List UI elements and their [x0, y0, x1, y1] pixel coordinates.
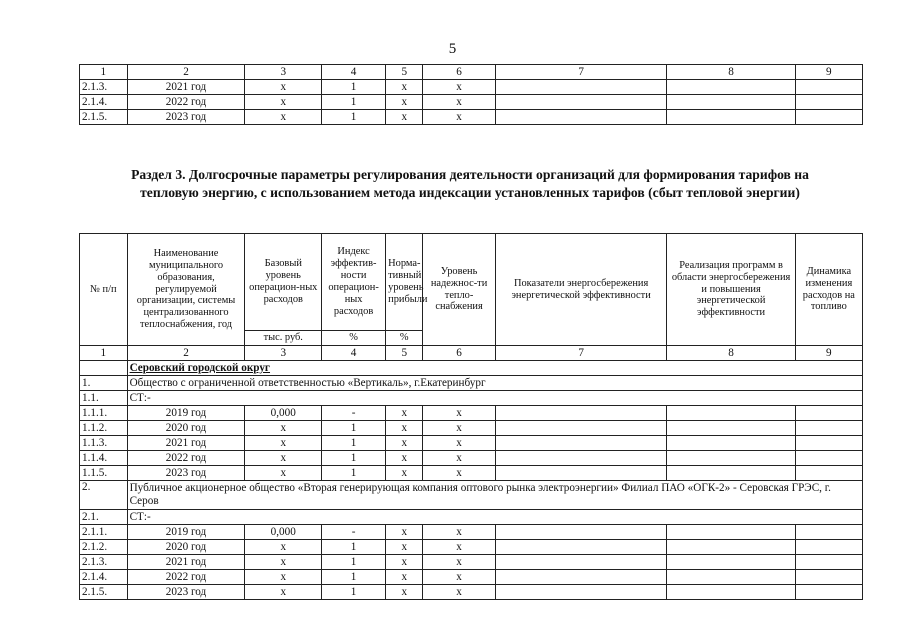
page-number: 5 [448, 41, 457, 57]
empty-cell [80, 361, 128, 376]
table-row [80, 406, 863, 421]
org-number: 1. [80, 376, 128, 391]
table-row [80, 570, 863, 585]
reliability-cell: х [423, 540, 495, 555]
row-number: 1.1.3. [80, 436, 128, 451]
header-fuel: Динамика изменения расходов на топливо [795, 234, 862, 346]
org-row [80, 376, 863, 391]
unit-base: тыс. руб. [245, 331, 322, 346]
base-cell: х [245, 95, 322, 110]
year-cell: 2022 год [127, 570, 245, 585]
system-number: 1.1. [80, 391, 128, 406]
header-reliability: Уровень надежнос-ти тепло-снабжения [423, 234, 495, 346]
row-number: 2.1.4. [80, 95, 128, 110]
empty-cell [495, 421, 667, 436]
base-cell: х [245, 421, 322, 436]
row-number: 2.1.5. [80, 110, 128, 125]
empty-cell [667, 436, 795, 451]
table-row [80, 421, 863, 436]
index-cell: 1 [322, 466, 386, 481]
index-cell: 1 [322, 540, 386, 555]
empty-cell [667, 585, 795, 600]
area-name-text: Серовский городской округ [129, 361, 271, 374]
reliability-cell: х [423, 95, 495, 110]
empty-cell [667, 555, 795, 570]
empty-cell [495, 555, 667, 570]
col-num: 6 [423, 65, 495, 80]
empty-cell [667, 525, 795, 540]
section-title [70, 166, 870, 202]
norm-cell: х [386, 466, 423, 481]
header-name: Наименование муниципального образования, регулируемой организации, системы централизованного теплоснабжения, год [127, 234, 245, 346]
col-num: 7 [495, 346, 667, 361]
empty-cell [795, 555, 862, 570]
index-cell: - [322, 406, 386, 421]
base-cell: х [245, 570, 322, 585]
empty-cell [495, 95, 667, 110]
norm-cell: х [386, 110, 423, 125]
reliability-cell: х [423, 466, 495, 481]
continuation-table [79, 64, 863, 125]
row-number: 2.1.1. [80, 525, 128, 540]
reliability-cell: х [423, 80, 495, 95]
year-cell: 2021 год [127, 80, 245, 95]
index-cell: 1 [322, 570, 386, 585]
org-name: Публичное акционерное общество «Вторая генерирующая компания оптового рынка электроэнергии» Филиал ПАО «ОГК-2» - Серовская ГРЭС, г. Серов [127, 481, 862, 510]
reliability-cell: х [423, 525, 495, 540]
table-row [80, 585, 863, 600]
row-number: 2.1.4. [80, 570, 128, 585]
system-name: СТ:- [127, 510, 862, 525]
norm-cell: х [386, 95, 423, 110]
norm-cell: х [386, 585, 423, 600]
column-number-row [80, 346, 863, 361]
section-title-line: тепловую энергию, с использованием метода индексации установленных тарифов (сбыт тепловой энергии) [140, 184, 800, 200]
col-num: 9 [795, 65, 862, 80]
empty-cell [667, 466, 795, 481]
norm-cell: х [386, 555, 423, 570]
table-row [80, 525, 863, 540]
year-cell: 2023 год [127, 466, 245, 481]
row-number: 1.1.2. [80, 421, 128, 436]
base-cell: х [245, 451, 322, 466]
col-num: 9 [795, 346, 862, 361]
table-row [80, 555, 863, 570]
table-row [80, 95, 863, 110]
row-number: 1.1.5. [80, 466, 128, 481]
index-cell: 1 [322, 95, 386, 110]
col-num: 1 [80, 65, 128, 80]
empty-cell [667, 406, 795, 421]
base-cell: х [245, 80, 322, 95]
org-number: 2. [80, 481, 128, 510]
area-name [127, 361, 862, 376]
year-cell: 2022 год [127, 451, 245, 466]
reliability-cell: х [423, 451, 495, 466]
col-num: 5 [386, 65, 423, 80]
empty-cell [795, 451, 862, 466]
header-num: № п/п [80, 234, 128, 346]
empty-cell [667, 95, 795, 110]
col-num: 1 [80, 346, 128, 361]
index-cell: 1 [322, 451, 386, 466]
empty-cell [495, 80, 667, 95]
base-cell: 0,000 [245, 406, 322, 421]
year-cell: 2023 год [127, 110, 245, 125]
empty-cell [795, 540, 862, 555]
org-row [80, 481, 863, 510]
area-row [80, 361, 863, 376]
base-cell: х [245, 436, 322, 451]
year-cell: 2020 год [127, 540, 245, 555]
reliability-cell: х [423, 406, 495, 421]
empty-cell [495, 451, 667, 466]
system-number: 2.1. [80, 510, 128, 525]
empty-cell [495, 540, 667, 555]
empty-cell [667, 451, 795, 466]
col-num: 2 [127, 346, 245, 361]
table-row [80, 466, 863, 481]
col-num: 8 [667, 65, 795, 80]
reliability-cell: х [423, 110, 495, 125]
empty-cell [795, 525, 862, 540]
index-cell: 1 [322, 110, 386, 125]
norm-cell: х [386, 80, 423, 95]
empty-cell [667, 540, 795, 555]
table-row [80, 436, 863, 451]
system-row [80, 391, 863, 406]
empty-cell [795, 585, 862, 600]
norm-cell: х [386, 406, 423, 421]
header-index: Индекс эффектив-ности операцион-ных расходов [322, 234, 386, 331]
norm-cell: х [386, 421, 423, 436]
unit-index: % [322, 331, 386, 346]
empty-cell [795, 80, 862, 95]
empty-cell [495, 570, 667, 585]
empty-cell [795, 421, 862, 436]
empty-cell [795, 110, 862, 125]
index-cell: - [322, 525, 386, 540]
empty-cell [795, 406, 862, 421]
index-cell: 1 [322, 436, 386, 451]
header-program: Реализация программ в области энергосбережения и повышения энергетической эффективности [667, 234, 795, 346]
row-number: 1.1.1. [80, 406, 128, 421]
year-cell: 2023 год [127, 585, 245, 600]
empty-cell [667, 421, 795, 436]
norm-cell: х [386, 525, 423, 540]
row-number: 2.1.2. [80, 540, 128, 555]
unit-norm: % [386, 331, 423, 346]
header-base: Базовый уровень операцион-ных расходов [245, 234, 322, 331]
table-row [80, 110, 863, 125]
index-cell: 1 [322, 555, 386, 570]
empty-cell [795, 95, 862, 110]
empty-cell [495, 525, 667, 540]
section-title-line: Раздел 3. Долгосрочные параметры регулирования деятельности организаций для формирования тарифов на [131, 167, 809, 182]
table-row [80, 451, 863, 466]
empty-cell [667, 110, 795, 125]
row-number: 2.1.3. [80, 555, 128, 570]
reliability-cell: х [423, 436, 495, 451]
empty-cell [495, 466, 667, 481]
base-cell: х [245, 540, 322, 555]
system-row [80, 510, 863, 525]
empty-cell [667, 570, 795, 585]
empty-cell [495, 585, 667, 600]
system-name: СТ:- [127, 391, 862, 406]
header-row [80, 234, 863, 331]
column-number-row [80, 65, 863, 80]
row-number: 2.1.5. [80, 585, 128, 600]
row-number: 2.1.3. [80, 80, 128, 95]
col-num: 3 [245, 346, 322, 361]
col-num: 8 [667, 346, 795, 361]
norm-cell: х [386, 570, 423, 585]
empty-cell [495, 406, 667, 421]
empty-cell [667, 80, 795, 95]
empty-cell [495, 436, 667, 451]
index-cell: 1 [322, 421, 386, 436]
col-num: 5 [386, 346, 423, 361]
col-num: 3 [245, 65, 322, 80]
base-cell: х [245, 555, 322, 570]
empty-cell [795, 570, 862, 585]
col-num: 7 [495, 65, 667, 80]
header-indicators: Показатели энергосбережения энергетической эффективности [495, 234, 667, 346]
year-cell: 2022 год [127, 95, 245, 110]
year-cell: 2021 год [127, 436, 245, 451]
year-cell: 2019 год [127, 525, 245, 540]
org-name: Общество с ограниченной ответственностью «Вертикаль», г.Екатеринбург [127, 376, 862, 391]
table-row [80, 80, 863, 95]
base-cell: 0,000 [245, 525, 322, 540]
col-num: 4 [322, 346, 386, 361]
empty-cell [795, 466, 862, 481]
col-num: 6 [423, 346, 495, 361]
parameters-table [79, 233, 863, 600]
base-cell: х [245, 585, 322, 600]
year-cell: 2020 год [127, 421, 245, 436]
col-num: 2 [127, 65, 245, 80]
norm-cell: х [386, 436, 423, 451]
norm-cell: х [386, 451, 423, 466]
empty-cell [495, 110, 667, 125]
index-cell: 1 [322, 585, 386, 600]
base-cell: х [245, 110, 322, 125]
norm-cell: х [386, 540, 423, 555]
table-row [80, 540, 863, 555]
empty-cell [795, 436, 862, 451]
col-num: 4 [322, 65, 386, 80]
base-cell: х [245, 466, 322, 481]
year-cell: 2019 год [127, 406, 245, 421]
row-number: 1.1.4. [80, 451, 128, 466]
reliability-cell: х [423, 570, 495, 585]
reliability-cell: х [423, 421, 495, 436]
index-cell: 1 [322, 80, 386, 95]
year-cell: 2021 год [127, 555, 245, 570]
reliability-cell: х [423, 555, 495, 570]
reliability-cell: х [423, 585, 495, 600]
header-norm: Норма-тивный уровень прибыли [386, 234, 423, 331]
